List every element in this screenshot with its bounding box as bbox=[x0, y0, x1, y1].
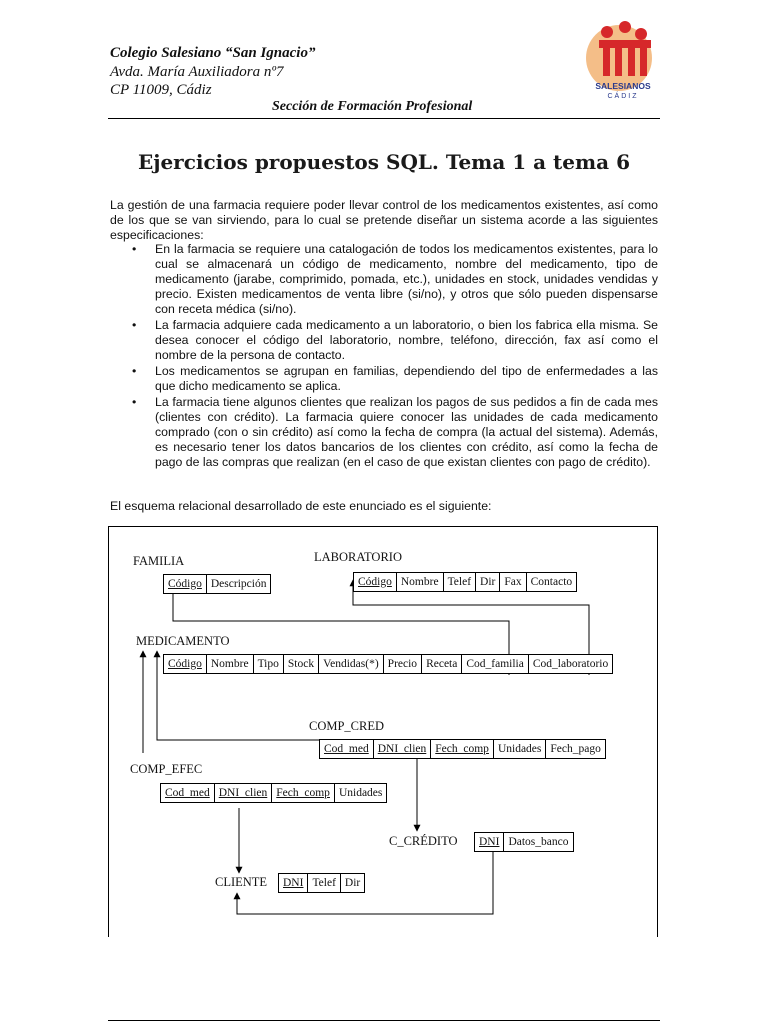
table-cell: Cod_familia bbox=[461, 655, 528, 673]
table-cell: Vendidas(*) bbox=[318, 655, 383, 673]
table-cell: Tipo bbox=[253, 655, 283, 673]
school-postcode: CP 11009, Cádiz bbox=[110, 82, 212, 98]
entity-laboratorio-table bbox=[353, 572, 577, 592]
table-cell: DNI bbox=[479, 836, 500, 848]
table-cell: Cod_med bbox=[165, 787, 210, 799]
footer-divider bbox=[108, 1020, 660, 1021]
entity-cliente-table bbox=[278, 873, 365, 893]
entity-familia-table bbox=[163, 574, 271, 594]
table-cell: Fax bbox=[499, 573, 525, 591]
section-name: Sección de Formación Profesional bbox=[272, 99, 473, 114]
logo-subtext: CÁDIZ bbox=[607, 93, 639, 100]
school-address: Avda. María Auxiliadora nº7 bbox=[110, 64, 284, 80]
table-cell: Contacto bbox=[526, 573, 577, 591]
table-cell: Dir bbox=[475, 573, 499, 591]
entity-comp-cred-label: COMP_CRED bbox=[309, 719, 385, 733]
table-cell: Descripción bbox=[206, 575, 271, 593]
entity-comp-efec-label: COMP_EFEC bbox=[130, 762, 203, 776]
schema-intro: El esquema relacional desarrollado de este enunciado es el siguiente: bbox=[110, 499, 492, 513]
table-cell: Fech_comp bbox=[271, 784, 334, 802]
table-cell: Cod_laboratorio bbox=[528, 655, 612, 673]
entity-c-credito-table bbox=[474, 832, 574, 852]
entity-laboratorio-label: LABORATORIO bbox=[314, 550, 402, 564]
table-cell: DNI_clien bbox=[373, 740, 431, 758]
table-cell: Dir bbox=[340, 874, 364, 892]
entity-comp-cred-table bbox=[319, 739, 606, 759]
page-title: Ejercicios propuestos SQL. Tema 1 a tema 6 bbox=[137, 150, 631, 174]
entity-c-credito-label: C_CRÉDITO bbox=[389, 834, 458, 848]
table-cell: Nombre bbox=[396, 573, 443, 591]
entity-medicamento-label: MEDICAMENTO bbox=[136, 634, 230, 648]
school-name: Colegio Salesiano “San Ignacio” bbox=[110, 45, 316, 61]
table-cell: Código bbox=[168, 658, 202, 670]
list-item: • La farmacia tiene algunos clientes que realizan los pagos de sus pedidos a fin de cada mes (clientes con crédito). La farmacia quiere conocer las unidades de cada medicamento comprado (con o sin crédito) así como la fecha de compra (la actual del sistema). Además, es necesario tener los datos bancarios de los clientes con crédito, así como la fecha de pago de las compras que realizan (en el caso de que existan clientes con pago de crédito). bbox=[110, 395, 658, 470]
specification-list bbox=[110, 242, 658, 471]
table-cell: Datos_banco bbox=[503, 833, 572, 851]
salesianos-logo bbox=[585, 18, 661, 102]
relational-schema-diagram bbox=[108, 526, 658, 937]
table-cell: DNI bbox=[283, 877, 304, 889]
entity-cliente-label: CLIENTE bbox=[215, 875, 268, 889]
table-cell: Unidades bbox=[334, 784, 386, 802]
table-cell: Telef bbox=[443, 573, 475, 591]
logo-text: SALESIANOS bbox=[595, 81, 651, 91]
table-cell: Fech_comp bbox=[430, 740, 493, 758]
table-cell: Cod_med bbox=[324, 743, 369, 755]
list-item: • En la farmacia se requiere una catalogación de todos los medicamentos existentes, para lo cual se almacenará un código de medicamento, nombre del medicamento, tipo de medicamento (jarabe, comprimido, pomada, etc.), unidades en stock, unidades vendidas y precio. Existen medicamentos de venta libre (si/no), y otros que sólo pueden dispensarse con receta médica (si/no). bbox=[110, 242, 658, 317]
entity-comp-efec-table bbox=[160, 783, 387, 803]
table-cell: Código bbox=[168, 578, 202, 590]
table-cell: Stock bbox=[283, 655, 318, 673]
table-cell: Código bbox=[358, 576, 392, 588]
table-cell: Receta bbox=[421, 655, 461, 673]
table-cell: Telef bbox=[307, 874, 339, 892]
table-cell: Nombre bbox=[206, 655, 253, 673]
table-cell: Unidades bbox=[493, 740, 545, 758]
table-cell: DNI_clien bbox=[214, 784, 272, 802]
intro-paragraph: La gestión de una farmacia requiere poder llevar control de los medicamentos existentes, así como de los que se van sirviendo, para lo cual se pretende diseñar un sistema acorde a las siguientes especificaciones: bbox=[110, 198, 658, 242]
entity-medicamento-table bbox=[163, 654, 613, 674]
header-divider bbox=[108, 118, 660, 119]
table-cell: Precio bbox=[383, 655, 421, 673]
list-item: • Los medicamentos se agrupan en familias, dependiendo del tipo de enfermedades a las que dicho medicamento se aplica. bbox=[110, 364, 658, 394]
table-cell: Fech_pago bbox=[545, 740, 604, 758]
entity-familia-label: FAMILIA bbox=[133, 554, 185, 568]
list-item: • La farmacia adquiere cada medicamento a un laboratorio, o bien los fabrica ella misma. Se desea conocer el código del laboratorio, nombre, teléfono, dirección, fax así como el nombre de la persona de contacto. bbox=[110, 318, 658, 363]
